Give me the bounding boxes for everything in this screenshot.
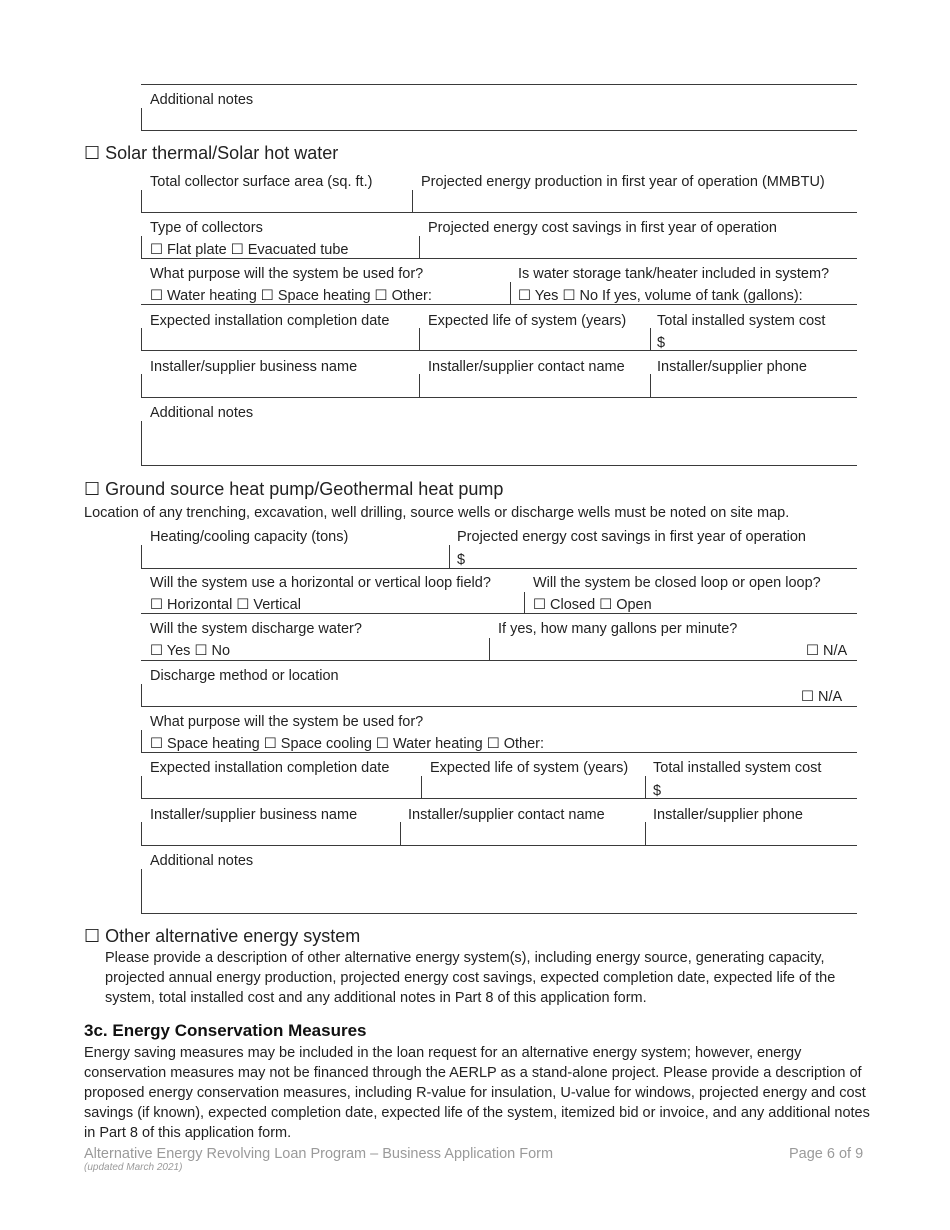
conservation-description: Energy saving measures may be included in the loan request for an alternative energy system; however, energy conservation measures may not be financed through the AERLP as a stand-alone project. Please provide a description of proposed energy conservation measures, including R-value for insulation, U-value for windows, projected energy and cost savings (if known), expected completion date, expected life of the system, itemized bid or invoice, and any additional notes in Part 8 of this application form. <box>84 1045 870 1141</box>
ground-life-label: Expected life of system (years) <box>430 760 629 776</box>
rule <box>141 845 857 846</box>
ground-discharge-options[interactable]: ☐ Yes ☐ No <box>150 643 231 659</box>
solar-contact-name-label: Installer/supplier contact name <box>428 359 625 375</box>
other-description: Please provide a description of other alternative energy system(s), including energy source, generating capacity, projected annual energy production, projected energy cost savings, expected completion date, expected life of the system, total installed cost and any additional notes in Part 8 of this application form. <box>105 950 836 1006</box>
ground-gallons-field[interactable] <box>489 638 799 660</box>
ground-heading[interactable]: ☐ Ground source heat pump/Geothermal heat pump <box>84 479 504 499</box>
footer-page-number: Page 6 of 9 <box>789 1146 864 1162</box>
ground-total-cost-label: Total installed system cost <box>653 760 822 776</box>
ground-gallons-na[interactable]: ☐ N/A <box>806 643 848 659</box>
rule <box>141 212 857 213</box>
ground-cost-savings-label: Projected energy cost savings in first year of operation <box>457 529 806 545</box>
ground-phone-field[interactable] <box>645 822 857 845</box>
solar-additional-notes-field[interactable] <box>141 421 857 466</box>
ground-loop-field-question: Will the system use a horizontal or vertical loop field? <box>150 575 491 591</box>
solar-total-cost-field[interactable] <box>650 328 857 351</box>
ground-loop-type-options[interactable]: ☐ Closed ☐ Open <box>533 597 652 613</box>
ground-completion-date-label: Expected installation completion date <box>150 760 390 776</box>
solar-phone-field[interactable] <box>650 374 857 397</box>
solar-business-name-label: Installer/supplier business name <box>150 359 358 375</box>
top-additional-notes-field[interactable] <box>141 108 857 131</box>
solar-completion-date-label: Expected installation completion date <box>150 313 390 329</box>
solar-energy-production-label: Projected energy production in first year of operation (MMBTU) <box>421 174 825 190</box>
ground-gallons-question: If yes, how many gallons per minute? <box>498 621 738 637</box>
rule <box>141 258 857 259</box>
solar-business-name-field[interactable] <box>141 374 419 397</box>
rule <box>141 798 857 799</box>
ground-additional-notes-field[interactable] <box>141 869 857 914</box>
footer-program-title: Alternative Energy Revolving Loan Program – Business Application Form <box>84 1146 554 1162</box>
ground-capacity-label: Heating/cooling capacity (tons) <box>150 529 349 545</box>
ground-total-cost-field[interactable] <box>645 776 857 799</box>
solar-life-field[interactable] <box>419 328 650 351</box>
top-rule <box>141 84 857 85</box>
ground-cost-savings-dollar: $ <box>457 552 466 568</box>
rule <box>141 752 857 753</box>
rule <box>141 304 857 305</box>
solar-phone-label: Installer/supplier phone <box>657 359 807 375</box>
ground-life-field[interactable] <box>421 776 645 799</box>
ground-discharge-method-na[interactable]: ☐ N/A <box>801 689 843 705</box>
ground-discharge-method-label: Discharge method or location <box>150 668 339 684</box>
rule <box>141 613 857 614</box>
ground-contact-name-label: Installer/supplier contact name <box>408 807 605 823</box>
solar-total-cost-label: Total installed system cost <box>657 313 826 329</box>
rule <box>141 706 857 707</box>
solar-heading[interactable]: ☐ Solar thermal/Solar hot water <box>84 143 339 163</box>
divider <box>510 282 511 304</box>
ground-phone-label: Installer/supplier phone <box>653 807 803 823</box>
ground-purpose-label: What purpose will the system be used for? <box>150 714 424 730</box>
ground-discharge-method-field[interactable] <box>141 684 791 706</box>
solar-type-collectors-options[interactable]: ☐ Flat plate ☐ Evacuated tube <box>150 242 349 258</box>
solar-storage-question: Is water storage tank/heater included in system? <box>518 266 830 282</box>
ground-location-note: Location of any trenching, excavation, well drilling, source wells or discharge wells must be noted on site map. <box>84 505 790 521</box>
rule <box>141 568 857 569</box>
ground-total-cost-dollar: $ <box>653 783 662 799</box>
ground-purpose-options[interactable]: ☐ Space heating ☐ Space cooling ☐ Water heating ☐ Other: <box>150 736 545 752</box>
ground-discharge-question: Will the system discharge water? <box>150 621 362 637</box>
divider <box>524 592 525 614</box>
ground-cost-savings-field[interactable] <box>449 545 857 568</box>
rule <box>141 350 857 351</box>
solar-purpose-label: What purpose will the system be used for? <box>150 266 424 282</box>
rule <box>141 397 857 398</box>
footer-updated-date: (updated March 2021) <box>84 1162 183 1173</box>
rule <box>141 660 857 661</box>
solar-collector-area-label: Total collector surface area (sq. ft.) <box>150 174 373 190</box>
solar-completion-date-field[interactable] <box>141 328 419 351</box>
solar-additional-notes-label: Additional notes <box>150 405 254 421</box>
top-additional-notes-label: Additional notes <box>150 92 254 108</box>
solar-cost-savings-field[interactable] <box>419 236 857 259</box>
solar-total-cost-dollar: $ <box>657 335 666 351</box>
ground-loop-type-question: Will the system be closed loop or open loop? <box>533 575 821 591</box>
solar-contact-name-field[interactable] <box>419 374 650 397</box>
solar-storage-options[interactable]: ☐ Yes ☐ No If yes, volume of tank (gallons): <box>518 288 803 304</box>
ground-additional-notes-label: Additional notes <box>150 853 254 869</box>
divider <box>412 190 413 213</box>
solar-life-label: Expected life of system (years) <box>428 313 627 329</box>
other-heading[interactable]: ☐ Other alternative energy system <box>84 926 361 946</box>
solar-cost-savings-label: Projected energy cost savings in first year of operation <box>428 220 777 236</box>
ground-loop-field-options[interactable]: ☐ Horizontal ☐ Vertical <box>150 597 301 613</box>
ground-business-name-label: Installer/supplier business name <box>150 807 358 823</box>
solar-purpose-options[interactable]: ☐ Water heating ☐ Space heating ☐ Other: <box>150 288 432 304</box>
ground-capacity-field[interactable] <box>141 545 449 568</box>
ground-completion-date-field[interactable] <box>141 776 421 799</box>
divider <box>141 730 142 752</box>
solar-type-collectors-label: Type of collectors <box>150 220 263 236</box>
ground-business-name-field[interactable] <box>141 822 400 845</box>
conservation-heading: 3c. Energy Conservation Measures <box>84 1021 367 1040</box>
solar-collector-area-field[interactable] <box>141 190 412 213</box>
ground-contact-name-field[interactable] <box>400 822 645 845</box>
divider <box>141 236 142 259</box>
